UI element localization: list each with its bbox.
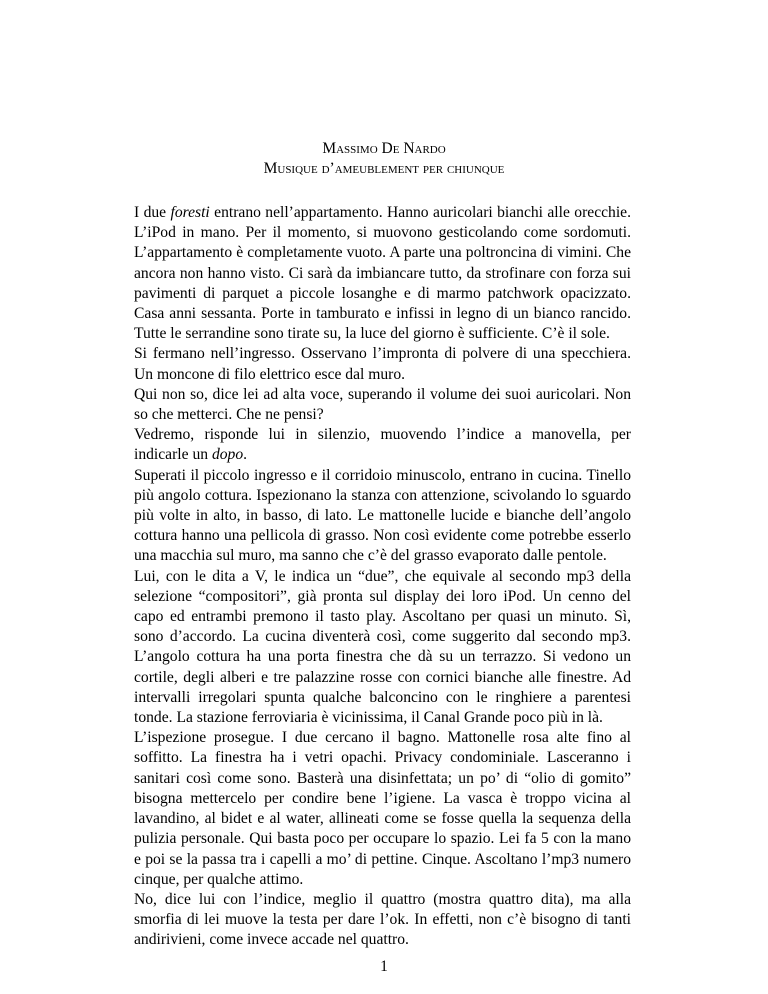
paragraph bbox=[134, 567, 631, 729]
page-number: 1 bbox=[380, 958, 388, 975]
text-run: Superati il piccolo ingresso e il corridoio minuscolo, entrano in cucina. Tinello più angolo cottura. Ispezionano la stanza con attenzione, scivolando lo sguardo più volte in alto, in basso, di lato. Le mattonelle lucide e bianche dell’angolo cottura hanno una pellicola di grasso. Non così evidente come potrebbe esserlo una macchia sul muro, ma sanno che c’è del grasso evaporato dalle pentole. bbox=[134, 466, 631, 565]
paragraph bbox=[134, 890, 631, 951]
paragraph bbox=[134, 425, 631, 465]
text-run: entrano nell’appartamento. Hanno auricolari bianchi alle orecchie. L’iPod in mano. Per il momento, si muovono gesticolando come sordomuti. L’appartamento è completamente vuoto. A parte una poltroncina di vimini. Che ancora non hanno visto. Ci sarà da imbiancare tutto, da strofinare con forza sui pavimenti di parquet a piccole losanghe e di marmo patchwork opacizzato. Casa anni sessanta. Porte in tamburato e infissi in legno di un bianco rancido. Tutte le serrandine sono tirate su, la luce del giorno è sufficiente. C’è il sole. bbox=[134, 204, 631, 343]
paragraph bbox=[134, 466, 631, 567]
text-run: . bbox=[243, 446, 248, 464]
text-run: Si fermano nell’ingresso. Osservano l’impronta di polvere di una specchiera. Un moncone di filo elettrico esce dal muro. bbox=[134, 345, 631, 383]
text-run: Lui, con le dita a V, le indica un “due”, che equivale al secondo mp3 della selezione “compositori”, già pronta sul display dei loro iPod. Un cenno del capo ed entrambi premono il tasto play. Ascoltano per quasi un minuto. Sì, sono d’accordo. La cucina diventerà così, come suggerito dal secondo mp3. L’angolo cottura ha una porta finestra che dà su un terrazzo. Si vedono un cortile, degli alberi e tre palazzine rosse con cornici bianche alle finestre. Ad intervalli irregolari spunta qualche balconcino con le ringhiere a parentesi tonde. La stazione ferroviaria è vicinissima, il Canal Grande poco più in là. bbox=[134, 567, 631, 727]
italic-text: dopo bbox=[211, 446, 244, 464]
text-run: Vedremo, risponde lui in silenzio, muovendo l’indice a manovella, per indicarle un bbox=[134, 426, 631, 464]
paragraph bbox=[134, 344, 631, 384]
text-run: L’ispezione prosegue. I due cercano il bagno. Mattonelle rosa alte fino al soffitto. La finestra ha i vetri opachi. Privacy condominiale. Lasceranno i sanitari così come sono. Basterà una disinfettata; un po’ di “olio di gomito” bisogna mettercelo per condire bene l’igiene. La vasca è troppo vicina al lavandino, al bidet e al water, allineati come se fosse quella la sequenza della pulizia personale. Qui basta poco per occupare lo spazio. Lei fa 5 con la mano e poi se la passa tra i capelli a mo’ di pettine. Cinque. Ascoltano l’mp3 numero cinque, per qualche attimo. bbox=[134, 729, 631, 888]
story-title: Musique d’ameublement per chiunque bbox=[263, 160, 505, 177]
paragraph bbox=[134, 203, 631, 344]
text-run: No, dice lui con l’indice, meglio il quattro (mostra quattro dita), ma alla smorfia di lei muove la testa per dare l’ok. In effetti, non c’è bisogno di tanti andirivieni, come invece accade nel quattro. bbox=[134, 890, 631, 949]
text-run: Qui non so, dice lei ad alta voce, superando il volume dei suoi auricolari. Non so che metterci. Che ne pensi? bbox=[134, 385, 631, 424]
story-body bbox=[134, 203, 631, 951]
author-name: Massimo De Nardo bbox=[322, 140, 446, 157]
text-run: I due bbox=[134, 204, 171, 221]
paragraph bbox=[134, 728, 631, 890]
italic-text: foresti bbox=[170, 204, 210, 221]
paragraph bbox=[134, 385, 631, 425]
title-block bbox=[0, 139, 768, 179]
